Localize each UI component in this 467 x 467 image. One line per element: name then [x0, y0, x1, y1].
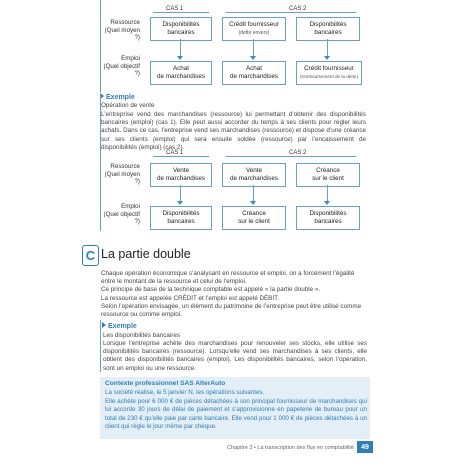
footer-chapter: Chapitre 3 • La transcription des flux en comptabilité	[227, 445, 354, 451]
ressource-box-2-1: Vente de marchandises	[150, 163, 212, 187]
diagram-1-cas1: CAS 1	[166, 6, 184, 12]
ressource-box-2-3: Créance sur le client	[296, 163, 360, 187]
diagram-1-left-border	[100, 0, 101, 92]
arrow-down-icon	[177, 56, 183, 60]
connector-2-1	[180, 185, 181, 202]
cas1-rule-2	[153, 156, 209, 157]
section-paragraph-4: Selon l’opération envisagée, un élément du patrimoine de l’entreprise peut être utilisé comme ressource ou comme emploi.	[101, 303, 362, 319]
emploi-box-3-label: Crédit fournisseur	[304, 65, 354, 72]
example-2-title-text: Exemple	[108, 323, 137, 330]
arrow-down-icon	[250, 56, 256, 60]
diagram-2-cas2: CAS 2	[289, 150, 307, 156]
context-line-2: Elle achète pour 6 000 € de pièces détachées à son principal fournisseur de marchandises qui lui accorde 30 jours de délai de paiement et s’approvisionne en papeterie de bureau pour un total de 230 € qu’elle paie par carte bancaire. Elle vend pour 1 000 € de pièces détachées à un client qui règle le jour même par chèque.	[105, 398, 367, 431]
diagram-1-cas2: CAS 2	[289, 6, 307, 12]
connector-3	[327, 39, 328, 57]
context-line-1: La société réalise, le 5 janvier N, les opérations suivantes.	[105, 389, 265, 396]
ressource-box-2	[222, 17, 286, 41]
ressource-box-2-label: Crédit fournisseur	[229, 21, 279, 28]
emploi-box-1: Achat de marchandises	[150, 61, 212, 85]
context-box	[100, 377, 370, 439]
example-2-text: Lorsque l’entreprise achète des marchandises pour renouveler ses stocks, elle utilise ses disponibilités bancaires (ressource). Lorsqu’elle vend ses marchandises à ses clients, elle obtient des disponibilités bancaires (emploi). Les disponibilités bancaires, selon l’opération, sont un emploi ou une ressource.	[103, 340, 367, 372]
emploi-box-3	[296, 61, 362, 85]
example-1-title	[100, 93, 135, 101]
emploi-box-3-sub: (remboursement de la dette)	[300, 74, 358, 79]
ressource-box-2-2: Vente de marchandises	[222, 163, 286, 187]
connector-2-2	[253, 185, 254, 202]
emploi-label: Emploi (Quel objectif ?)	[103, 55, 140, 77]
section-title: La partie double	[101, 247, 191, 261]
section-paragraph-2: Ce principe de base de la technique comptable est appelé « la partie double ».	[101, 286, 321, 293]
connector-2-3	[327, 185, 328, 202]
triangle-bullet-icon	[102, 322, 106, 328]
ressource-label: Ressource (Quel moyen ?)	[104, 19, 140, 41]
cas2-rule	[226, 12, 356, 13]
example-2-left-border	[100, 320, 101, 372]
example-1-text: L’entreprise vend des marchandises (ressource) lui permettant d’obtenir des disponibilités bancaires (emploi) (cas 1). Elle peut aussi accorder du temps à ses clients pour régler leurs achats. Dans ce cas, l’entreprise vend ses marchandises (ressource) et dispose d’une créance sur ses clients (emploi) qui sera ensuite soldée (ressource) par l’encaissement de disponibilités (emploi) (cas 2).	[101, 111, 366, 151]
arrow-down-icon	[250, 201, 256, 205]
diagram-2-cas1: CAS 1	[166, 150, 184, 156]
example-1-title-text: Exemple	[106, 94, 135, 101]
arrow-down-icon	[177, 201, 183, 205]
ressource-label-2: Ressource (Quel moyen ?)	[104, 163, 140, 185]
ressource-box-1: Disponibilités bancaires	[150, 17, 212, 41]
emploi-box-2: Achat de marchandises	[222, 61, 286, 85]
connector-1	[180, 39, 181, 57]
connector-2	[253, 39, 254, 57]
emploi-box-2-1: Disponibilités bancaires	[150, 206, 212, 230]
arrow-down-icon	[324, 56, 330, 60]
section-paragraph-3: La ressource est appelée CRÉDIT et l’emploi est appelé DÉBIT.	[101, 295, 280, 302]
ressource-box-3: Disponibilités bancaires	[296, 17, 360, 41]
example-1-subtitle: Opération de vente	[101, 102, 155, 109]
context-title: Contexte professionnel SAS AlterAuto	[105, 380, 226, 387]
section-paragraph-1: Chaque opération économique s’analysant en ressource et emploi, on a forcément l’égalité entre le montant de la ressource et celui de l’emploi.	[101, 270, 355, 286]
emploi-box-2-2: Créance sur le client	[222, 206, 286, 230]
emploi-label-2: Emploi (Quel objectif ?)	[103, 203, 140, 225]
emploi-box-2-3: Disponibilités bancaires	[296, 206, 360, 230]
ressource-box-2-sub: (dette envers)	[238, 30, 270, 36]
arrow-down-icon	[324, 201, 330, 205]
section-letter-badge: C	[82, 245, 99, 266]
page-number: 49	[357, 441, 373, 453]
example-2-title	[102, 322, 137, 330]
cas2-rule-2	[226, 156, 356, 157]
cas1-rule	[153, 12, 209, 13]
example-2-subtitle: Les disponibilités bancaires	[103, 332, 181, 339]
